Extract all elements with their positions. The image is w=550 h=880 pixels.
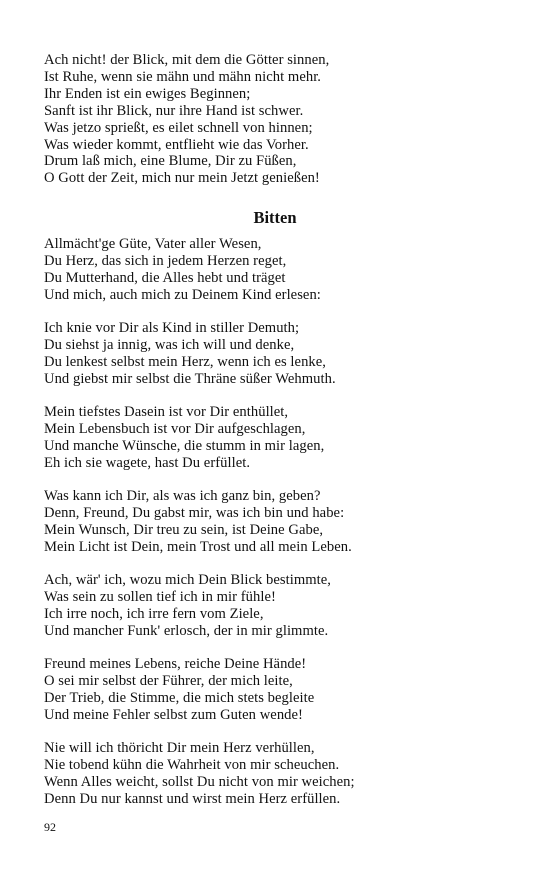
stanza-7 <box>44 740 514 808</box>
verse-line: Was wieder kommt, entflieht wie das Vorher. <box>44 136 309 153</box>
verse-line: Sanft ist ihr Blick, nur ihre Hand ist schwer. <box>44 102 304 119</box>
verse-line: Ich irre noch, ich irre fern vom Ziele, <box>44 605 264 622</box>
verse-line: Und meine Fehler selbst zum Guten wende! <box>44 706 303 723</box>
verse-line: Mein Wunsch, Dir treu zu sein, ist Deine Gabe, <box>44 521 324 538</box>
verse-line: Der Trieb, die Stimme, die mich stets begleite <box>44 689 315 706</box>
verse-line: Allmächt'ge Güte, Vater aller Wesen, <box>44 236 262 252</box>
verse-line: O sei mir selbst der Führer, der mich leite, <box>44 672 293 689</box>
verse-line: O Gott der Zeit, mich nur mein Jetzt genießen! <box>44 170 320 187</box>
stanza-4 <box>44 488 514 556</box>
verse-line: Ihr Enden ist ein ewiges Beginnen; <box>44 85 251 102</box>
verse-line: Du lenkest selbst mein Herz, wenn ich es lenke, <box>44 353 326 370</box>
verse-line: Freund meines Lebens, reiche Deine Hände! <box>44 656 307 672</box>
stanza-2 <box>44 320 514 388</box>
stanza-3 <box>44 404 514 472</box>
verse-line: Du siehst ja innig, was ich will und denke, <box>44 336 295 353</box>
verse-line: Was jetzo sprießt, es eilet schnell von hinnen; <box>44 119 313 136</box>
verse-line: Was kann ich Dir, als was ich ganz bin, geben? <box>44 488 321 504</box>
verse-line: Du Mutterhand, die Alles hebt und träget <box>44 269 286 286</box>
verse-line: Denn Du nur kannst und wirst mein Herz erfüllen. <box>44 790 341 807</box>
poem-title: Bitten <box>253 208 297 227</box>
verse-line: Und mancher Funk' erlosch, der in mir glimmte. <box>44 622 329 639</box>
verse-line: Und giebst mir selbst die Thräne süßer Wehmuth. <box>44 370 336 387</box>
verse-line: Ich knie vor Dir als Kind in stiller Demuth; <box>44 320 300 336</box>
verse-line: Drum laß mich, eine Blume, Dir zu Füßen, <box>44 153 297 170</box>
verse-line: Was sein zu sollen tief ich in mir fühle! <box>44 588 276 605</box>
verse-line: Mein tiefstes Dasein ist vor Dir enthüllet, <box>44 404 289 420</box>
verse-line: Ist Ruhe, wenn sie mähn und mähn nicht mehr. <box>44 68 322 85</box>
verse-line: Ach, wär' ich, wozu mich Dein Blick bestimmte, <box>44 572 332 588</box>
stanza-5 <box>44 572 514 640</box>
verse-line: Und mich, auch mich zu Deinem Kind erlesen: <box>44 286 321 303</box>
stanza-1 <box>44 236 514 304</box>
verse-line: Ach nicht! der Blick, mit dem die Götter sinnen, <box>44 52 330 68</box>
verse-line: Denn, Freund, Du gabst mir, was ich bin und habe: <box>44 504 345 521</box>
verse-line: Wenn Alles weicht, sollst Du nicht von mir weichen; <box>44 773 355 790</box>
verse-line: Und manche Wünsche, die stumm in mir lagen, <box>44 437 325 454</box>
intro-stanza <box>44 52 514 187</box>
verse-line: Du Herz, das sich in jedem Herzen reget, <box>44 252 287 269</box>
verse-line: Mein Licht ist Dein, mein Trost und all mein Leben. <box>44 538 352 555</box>
verse-line: Mein Lebensbuch ist vor Dir aufgeschlagen, <box>44 420 306 437</box>
verse-line: Nie tobend kühn die Wahrheit von mir scheuchen. <box>44 756 340 773</box>
verse-line: Nie will ich thöricht Dir mein Herz verhüllen, <box>44 740 315 756</box>
page-number: 92 <box>44 820 56 834</box>
stanza-6 <box>44 656 514 724</box>
verse-line: Eh ich sie wagete, hast Du erfüllet. <box>44 454 251 471</box>
